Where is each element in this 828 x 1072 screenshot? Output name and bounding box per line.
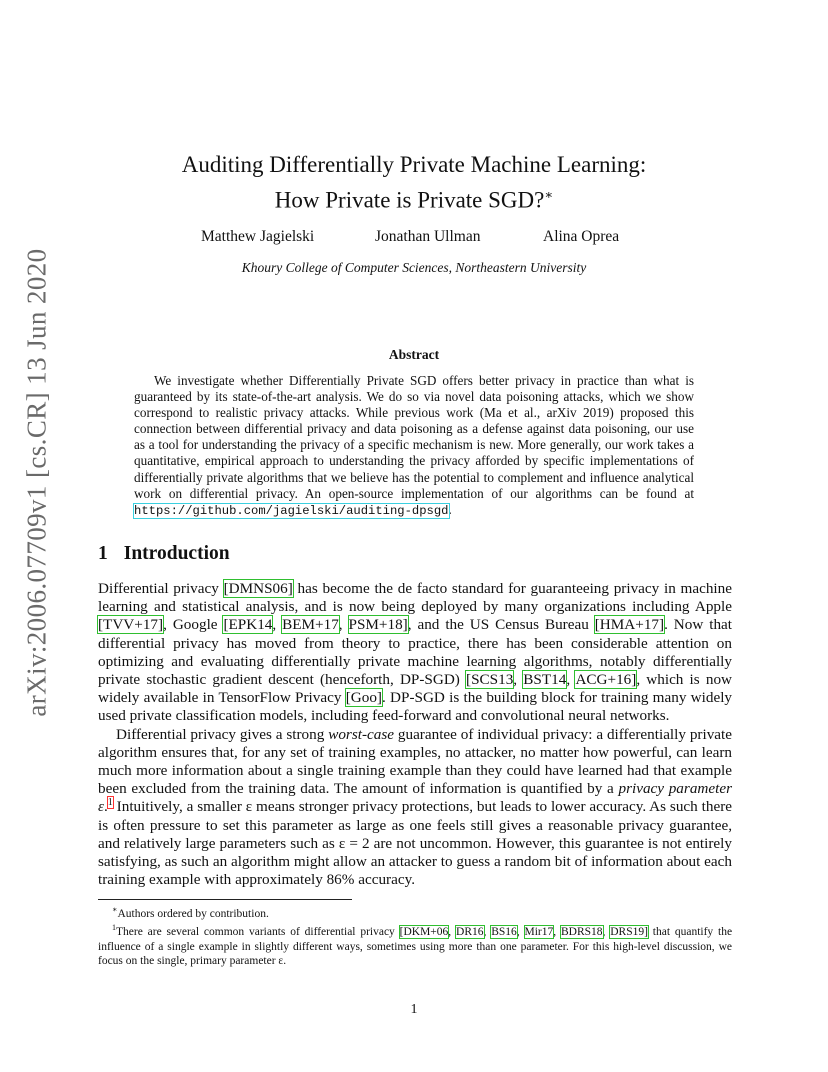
citation-link[interactable]: [DKM+06 [399, 926, 449, 939]
text-run: , Google [163, 616, 224, 634]
citation-link[interactable]: DRS19] [610, 926, 648, 939]
page-number: 1 [410, 1002, 418, 1017]
section-body [98, 580, 732, 889]
title-line-1: Auditing Differentially Private Machine Learning: [181, 152, 647, 177]
text-run: Differential privacy [98, 580, 224, 597]
citation-link[interactable]: PSM+18] [348, 616, 408, 634]
abstract-text: We investigate whether Differentially Private SGD offers better privacy in practice than what is guaranteed by its state-of-the-art analysis. We do so via novel data poisoning attacks, which we show correspond to realistic privacy attacks. While previous work (Ma et al., arXiv 2019) proposed this connection between differential privacy and data poisoning as a defense against data poisoning, our use as a tool for understanding the privacy of a specific mechanism is new. More generally, our work takes a quantitative, empirical approach to understanding the privacy afforded by specific implementations of differentially private algorithms that we believe has the potential to complement and influence analytical work on differential privacy. An open-source implementation of our algorithms can be found at [134, 373, 694, 501]
paper-title [0, 150, 828, 216]
citation-link[interactable]: BDRS18 [560, 926, 603, 939]
emphasis: worst-case [328, 725, 395, 743]
text-run: , [513, 671, 524, 689]
separator: , [483, 926, 492, 939]
abstract-heading: Abstract [388, 347, 440, 362]
author-name: Matthew Jagielski [201, 228, 315, 245]
title-footnote-mark: ∗ [544, 187, 554, 202]
separator: , [553, 926, 561, 939]
title-line-2-text: How Private is Private SGD? [274, 187, 545, 213]
citation-link[interactable]: [HMA+17] [594, 616, 665, 634]
footnote-mark: ∗ [112, 905, 118, 914]
citation-link[interactable]: [TVV+17] [98, 616, 164, 634]
arxiv-identifier: arXiv:2006.07709v1 [cs.CR] 13 Jun 2020 [21, 247, 52, 717]
footnote-text: There are several common variants of differential privacy [116, 926, 400, 939]
separator: , [448, 926, 457, 939]
text-run: . Now that differential privacy has moved from theory to practice, there has been considerable attention on optimizing and evaluating differentially private machine learning algorithms, notably differentially private stochastic gradient descent (henceforth, DP-SGD) [98, 616, 733, 689]
author-name: Jonathan Ullman [375, 228, 481, 245]
footnote-text: that quantify the influence of a single example in slightly different ways, sometimes using more than one parameter. For this high-level discussion, we focus on the single, primary parameter ε. [98, 926, 733, 968]
abstract-body [134, 373, 694, 519]
text-run: Intuitively, a smaller ε means stronger privacy protections, but leads to lower accuracy. As such there is often pressure to set this parameter as large as one feels still gives a reasonable privacy guarantee, and relatively large parameters such as ε = 2 are not uncommon. However, this guarantee is not entirely satisfying, as such an algorithm might allow an attacker to guess a random bit of information about each training example with approximately 86% accuracy. [98, 798, 732, 889]
footnote-mark: 1 [112, 923, 116, 933]
section-number: 1 [98, 543, 108, 564]
citation-link[interactable]: [Goo] [345, 689, 382, 707]
text-run: . DP-SGD is the building block for training many widely used private classification models, including feed-forward and convolutional neural networks. [98, 689, 733, 725]
citation-link[interactable]: BS16 [491, 926, 517, 939]
author-list [0, 228, 828, 248]
footnotes [98, 903, 732, 969]
text-run: guarantee of individual privacy: a differentially private algorithm ensures that, for any set of training examples, no attacker, no matter how powerful, can learn much more information about a single training example than they could have learned had that example been excluded from the training data. The amount of information is quantified by a [98, 725, 732, 798]
text-run: , which is now widely available in TensorFlow Privacy [98, 671, 733, 707]
emphasis: privacy parameter ε [98, 780, 732, 816]
footnote-link[interactable]: 1 [107, 797, 113, 809]
paragraph [98, 726, 732, 890]
text-run: , [566, 671, 576, 689]
citation-link[interactable]: Mir17 [524, 926, 554, 939]
text-run: , [272, 616, 283, 634]
title-line-2 [0, 180, 828, 216]
citation-link[interactable]: [DMNS06] [223, 580, 293, 597]
paragraph [98, 580, 732, 726]
text-run: Differential privacy gives a strong [116, 725, 329, 743]
section-heading [98, 543, 230, 565]
footnote-divider [98, 899, 352, 900]
github-link[interactable]: https://github.com/jagielski/auditing-dpsgd [134, 503, 449, 518]
citation-link[interactable]: ACG+16] [575, 671, 637, 689]
author-name: Alina Oprea [543, 228, 620, 245]
text-run: , and the US Census Bureau [407, 616, 595, 634]
affiliation: Khoury College of Computer Sciences, Northeastern University [241, 260, 587, 275]
footnote [98, 921, 732, 969]
separator: , [516, 926, 525, 939]
text-run: , [338, 616, 349, 634]
citation-link[interactable]: DR16 [456, 926, 484, 939]
citation-link[interactable]: [SCS13 [466, 671, 514, 689]
footnote [98, 903, 732, 921]
text-run: has become the de facto standard for guaranteeing privacy in machine learning and statistical analysis, and is now being deployed by many organizations including Apple [98, 580, 732, 616]
footnote-text: Authors ordered by contribution. [117, 907, 269, 920]
citation-link[interactable]: BST14 [523, 671, 567, 689]
text-run: . [104, 798, 108, 816]
abstract-end: . [448, 501, 452, 517]
citation-link[interactable]: BEM+17 [282, 616, 339, 634]
citation-link[interactable]: [EPK14 [223, 616, 273, 634]
section-title: Introduction [123, 543, 230, 564]
separator: , [602, 926, 611, 939]
